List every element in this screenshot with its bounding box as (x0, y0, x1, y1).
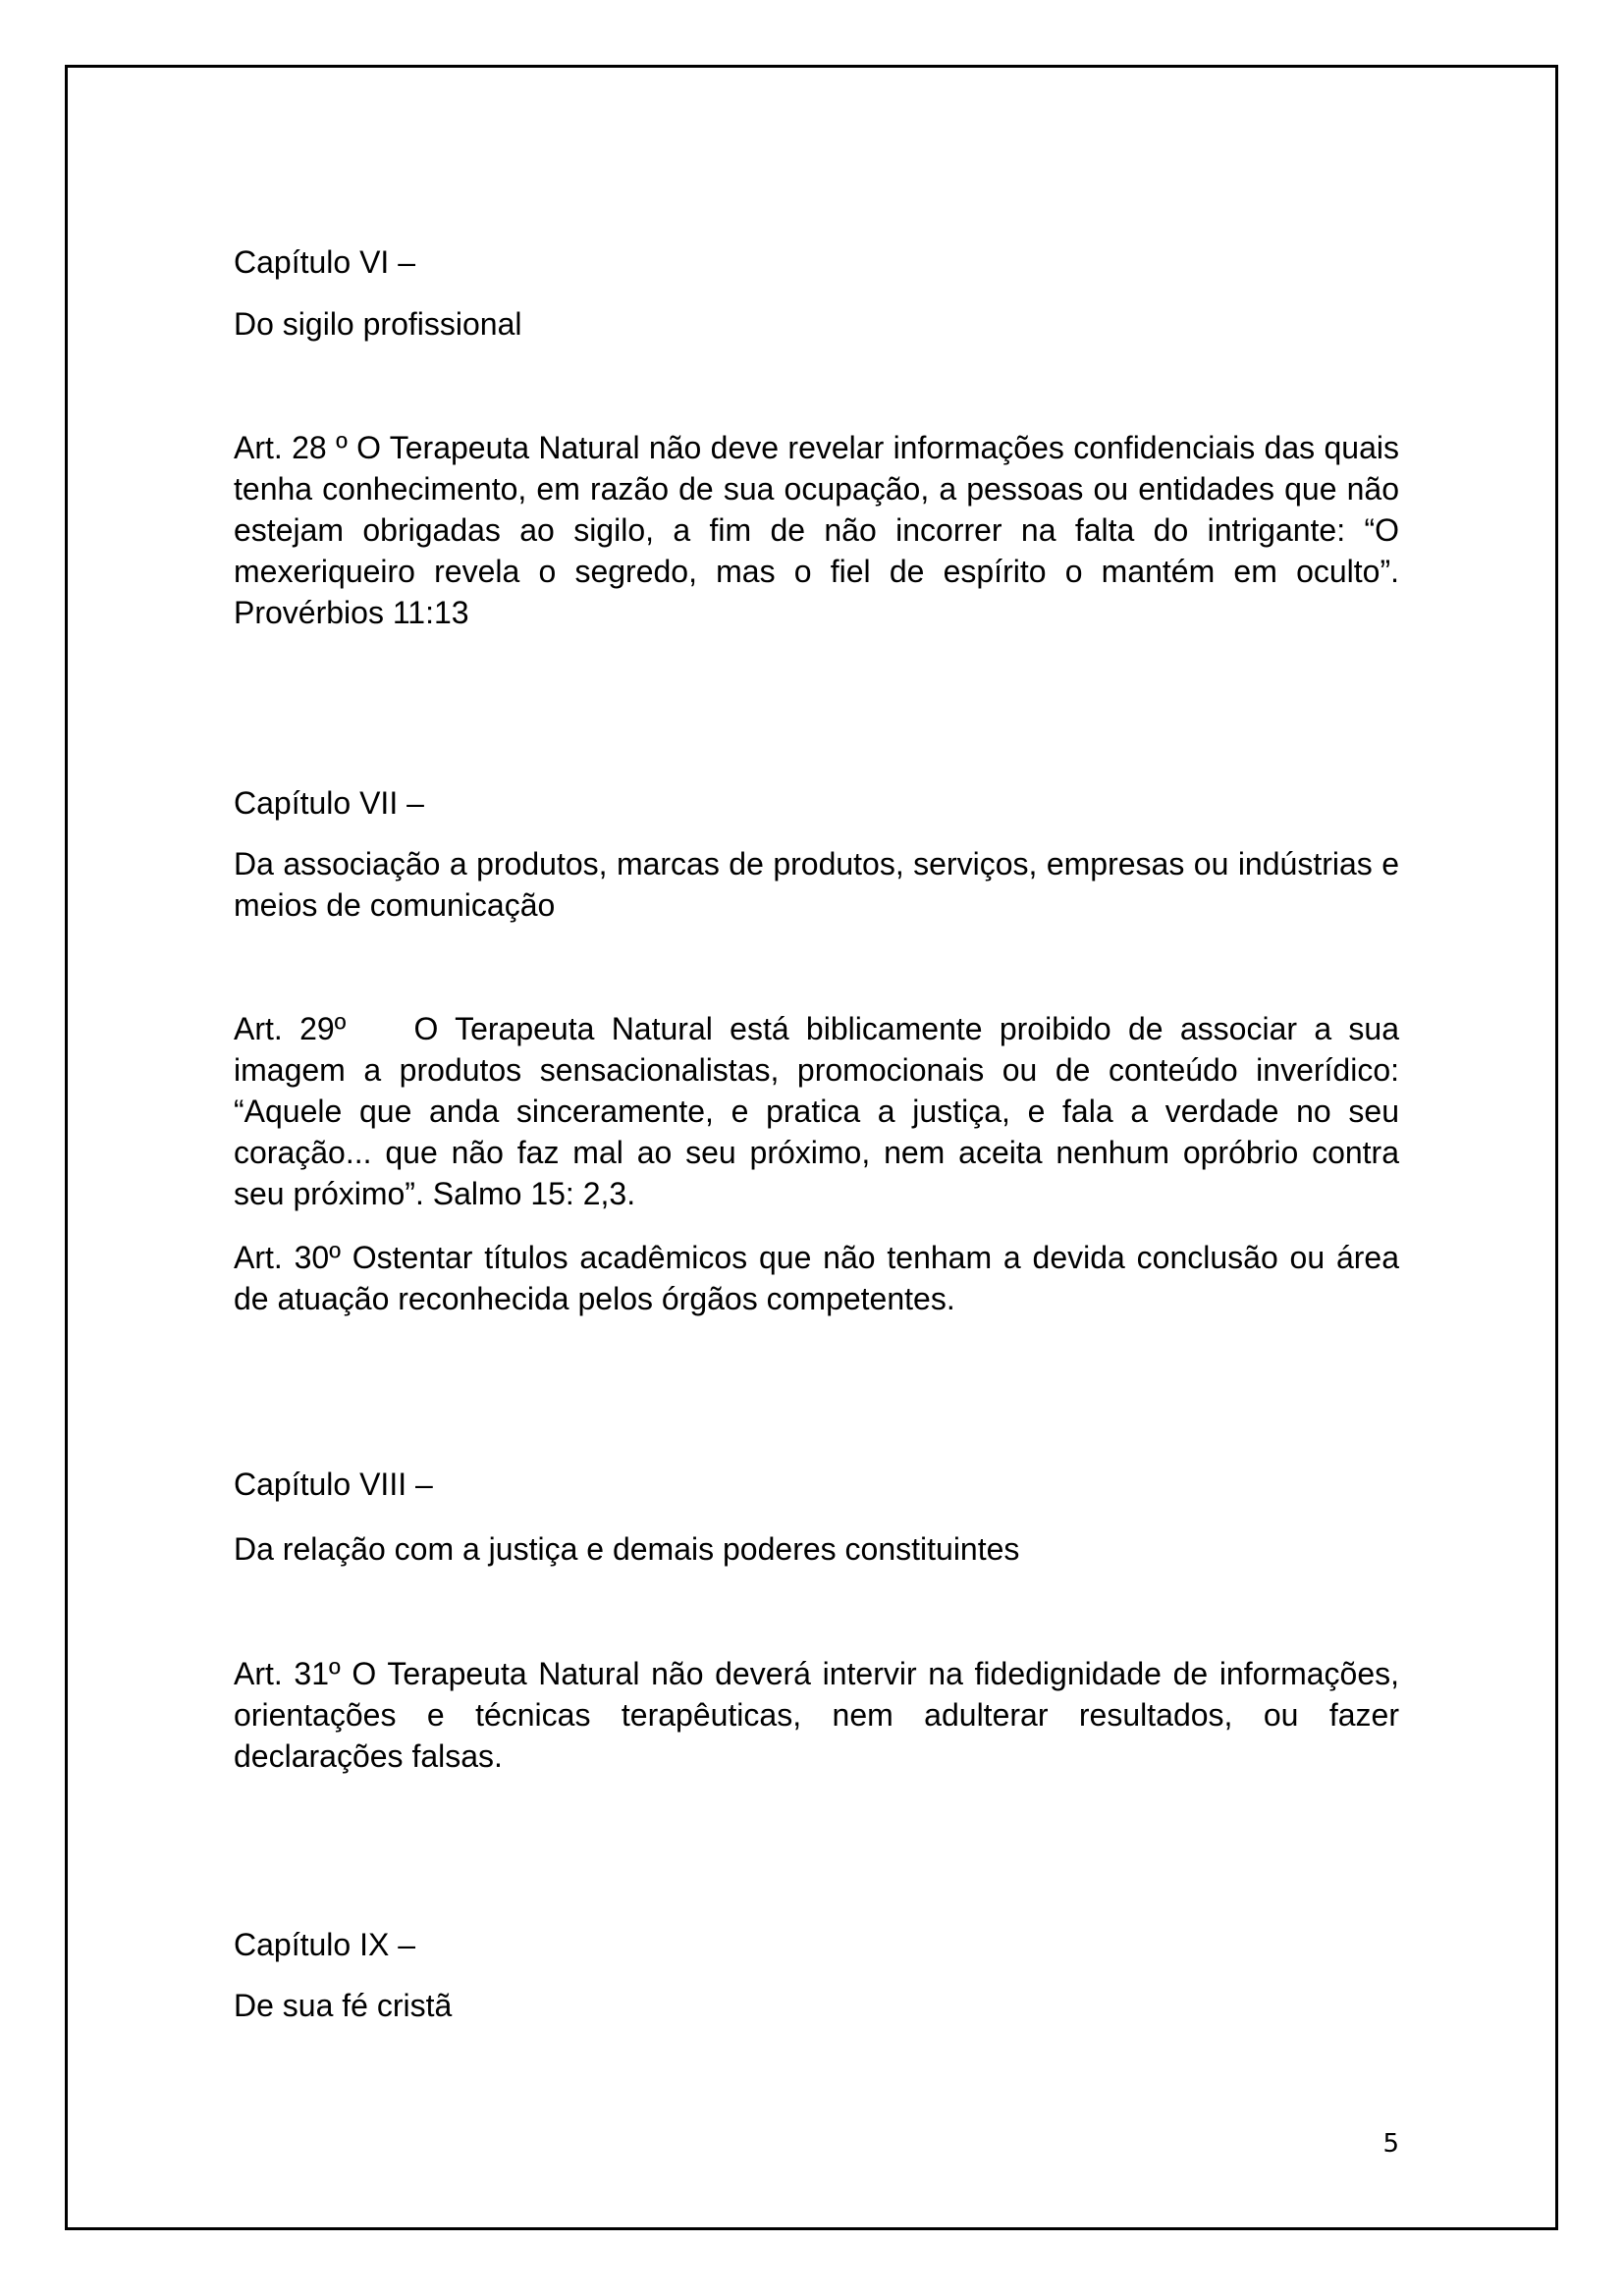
chapter-subtitle: De sua fé cristã (234, 1988, 453, 2023)
chapter-subtitle: Da relação com a justiça e demais poderes constituintes (234, 1531, 1020, 1567)
chapter-heading: Capítulo IX – (234, 1927, 415, 1962)
article-paragraph: Art. 30º Ostentar títulos acadêmicos que não tenham a devida conclusão ou área de atuação reconhecida pelos órgãos competentes. (234, 1240, 1399, 1316)
article-paragraph: Art. 31º O Terapeuta Natural não deverá intervir na fidedignidade de informações, orientações e técnicas terapêuticas, nem adulterar resultados, ou fazer declarações falsas. (234, 1656, 1399, 1774)
page-number: 5 (1382, 2129, 1399, 2159)
chapter-subtitle: Do sigilo profissional (234, 306, 522, 342)
chapter-heading: Capítulo VII – (234, 785, 424, 821)
chapter-heading: Capítulo VIII – (234, 1467, 433, 1502)
chapter-subtitle: Da associação a produtos, marcas de produtos, serviços, empresas ou indústrias e meios de comunicação (234, 846, 1399, 923)
chapter-heading: Capítulo VI – (234, 244, 415, 280)
article-paragraph: Art. 28 º O Terapeuta Natural não deve revelar informações confidenciais das quais tenha conhecimento, em razão de sua ocupação, a pessoas ou entidades que não estejam obrigadas ao sigilo, a fim de não incorrer na falta do intrigante: “O mexeriqueiro revela o segredo, mas o fiel de espírito o mantém em oculto”. Provérbios 11:13 (234, 430, 1399, 630)
article-paragraph: Art. 29º O Terapeuta Natural está biblicamente proibido de associar a sua imagem a produtos sensacionalistas, promocionais ou de conteúdo inverídico: “Aquele que anda sinceramente, e pratica a justiça, e fala a verdade no seu coração... que não faz mal ao seu próximo, nem aceita nenhum opróbrio contra seu próximo”. Salmo 15: 2,3. (234, 1011, 1408, 1211)
